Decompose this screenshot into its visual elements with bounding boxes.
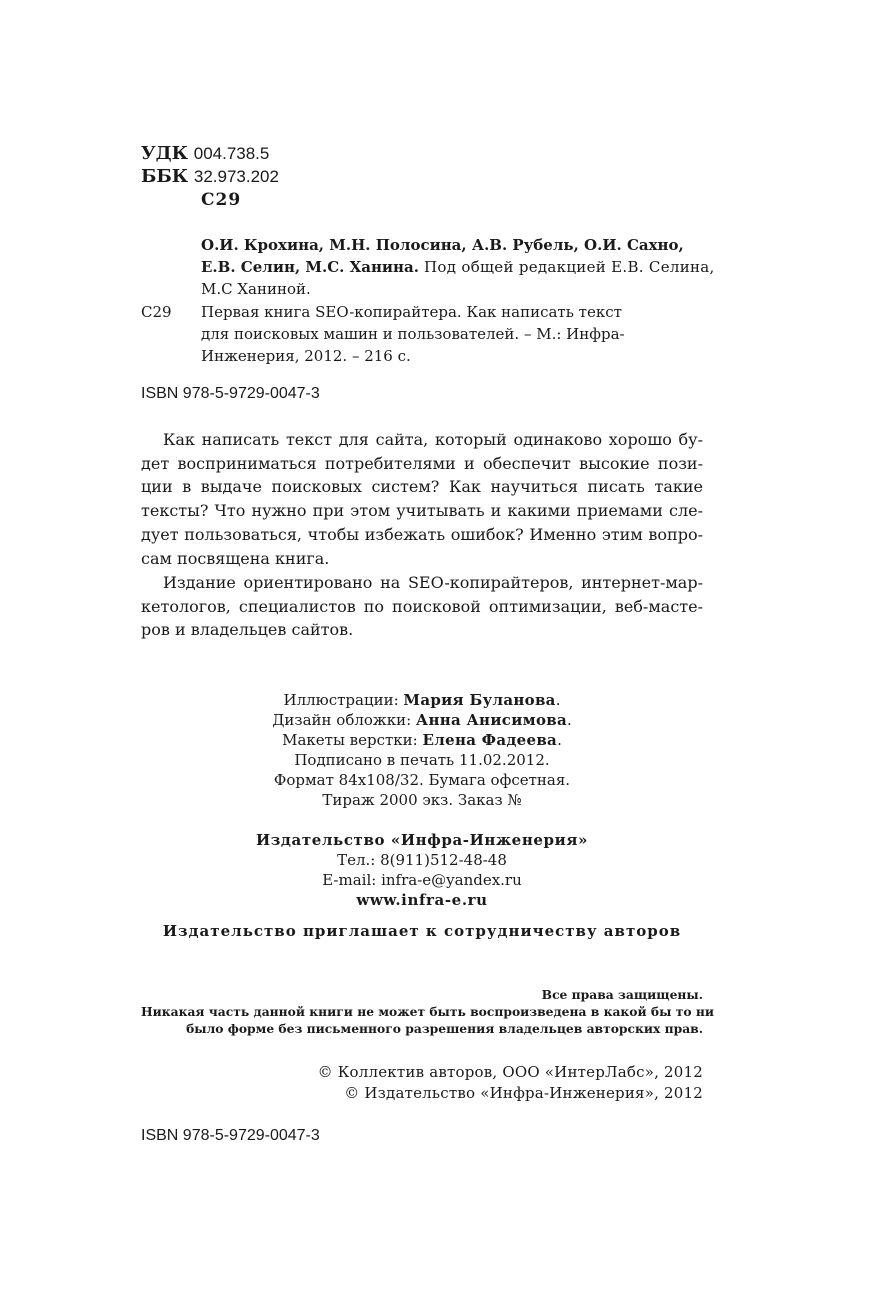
udk-label: УДК [141,143,188,164]
isbn-top: ISBN 978-5-9729-0047-3 [141,385,320,402]
bbk-label: ББК [141,166,189,187]
abstract-paragraph-2 [141,571,703,642]
abstract-line: Издание ориентировано на SEO-копирайтеров, интернет-мар- [163,573,703,592]
udk-line [141,143,269,165]
publisher-invitation: Издательство приглашает к сотрудничеству авторов [162,922,682,940]
authors-line-2 [201,256,715,278]
copyright-line-1: © Коллектив авторов, ООО «ИнтерЛабс», 2012 [317,1063,703,1081]
udk-value: 004.738.5 [193,144,270,163]
credit-name: Анна Анисимова [415,711,567,729]
credit-label: Дизайн обложки: [272,711,416,729]
editors-line-2: Под общей редакцией Е.В. Селина, [418,258,715,276]
rights-line-2: Никакая часть данной книги не может быть воспроизведена в какой бы то ни [141,1004,714,1019]
bib-code: С29 [141,303,172,321]
isbn-bottom: ISBN 978-5-9729-0047-3 [141,1127,320,1144]
title-line-3: Инженерия, 2012. – 216 с. [201,347,411,365]
author-code: С29 [201,190,242,210]
signed-to-print: Подписано в печать 11.02.2012. [294,751,550,769]
abstract-line: Как написать текст для сайта, который одинаково хорошо бу- [163,430,703,449]
credit-name: Елена Фадеева [422,731,558,749]
print-run-line: Тираж 2000 экз. Заказ № [322,791,522,809]
abstract-line: тексты? Что нужно при этом учитывать и какими приемами сле- [141,501,703,521]
abstract-line: сам посвящена книга. [141,548,330,568]
abstract-line: дует пользоваться, чтобы избежать ошибок? Именно этим вопро- [141,524,703,544]
credit-illustrations [141,690,703,710]
publisher-website: www.infra-e.ru [356,891,488,909]
title-line-1: Первая книга SEO-копирайтера. Как написать текст [201,303,622,321]
rights-line-1: Все права защищены. [541,987,703,1002]
format-line: Формат 84х108/32. Бумага офсетная. [273,771,571,789]
authors-bold-2: Е.В. Селин, М.С. Ханина. [201,258,419,276]
abstract-paragraph-1 [141,428,703,570]
authors-line-1: О.И. Крохина, М.Н. Полосина, А.В. Рубель, О.И. Сахно, [201,236,684,254]
credit-period: . [557,731,562,749]
credit-layout [141,730,703,750]
abstract-line: дет восприниматься потребителями и обеспечит высокие пози- [141,453,703,473]
copyright-line-2: © Издательство «Инфра-Инженерия», 2012 [344,1084,703,1102]
credit-label: Иллюстрации: [283,691,404,709]
title-line-2: для поисковых машин и пользователей. – М.: Инфра- [201,325,625,343]
abstract-line: ции в выдаче поисковых систем? Как научиться писать такие [141,477,703,497]
credit-period: . [555,691,561,709]
abstract-line: ров и владельцев сайтов. [141,620,354,640]
publisher-email: E-mail: infra-e@yandex.ru [322,871,522,889]
publisher-phone: Тел.: 8(911)512-48-48 [337,851,507,869]
credit-cover [141,710,703,730]
credit-period: . [567,711,572,729]
bbk-value: 32.973.202 [193,167,279,186]
abstract-line: кетологов, специалистов по поисковой оптимизации, веб-масте- [141,596,703,616]
rights-line-3: было форме без письменного разрешения владельцев авторских прав. [186,1021,703,1036]
bbk-line [141,166,279,188]
publisher-name: Издательство «Инфра-Инженерия» [255,831,589,849]
credit-label: Макеты верстки: [282,731,423,749]
credit-name: Мария Буланова [403,691,556,709]
editors-line-3: М.С Ханиной. [201,280,311,298]
